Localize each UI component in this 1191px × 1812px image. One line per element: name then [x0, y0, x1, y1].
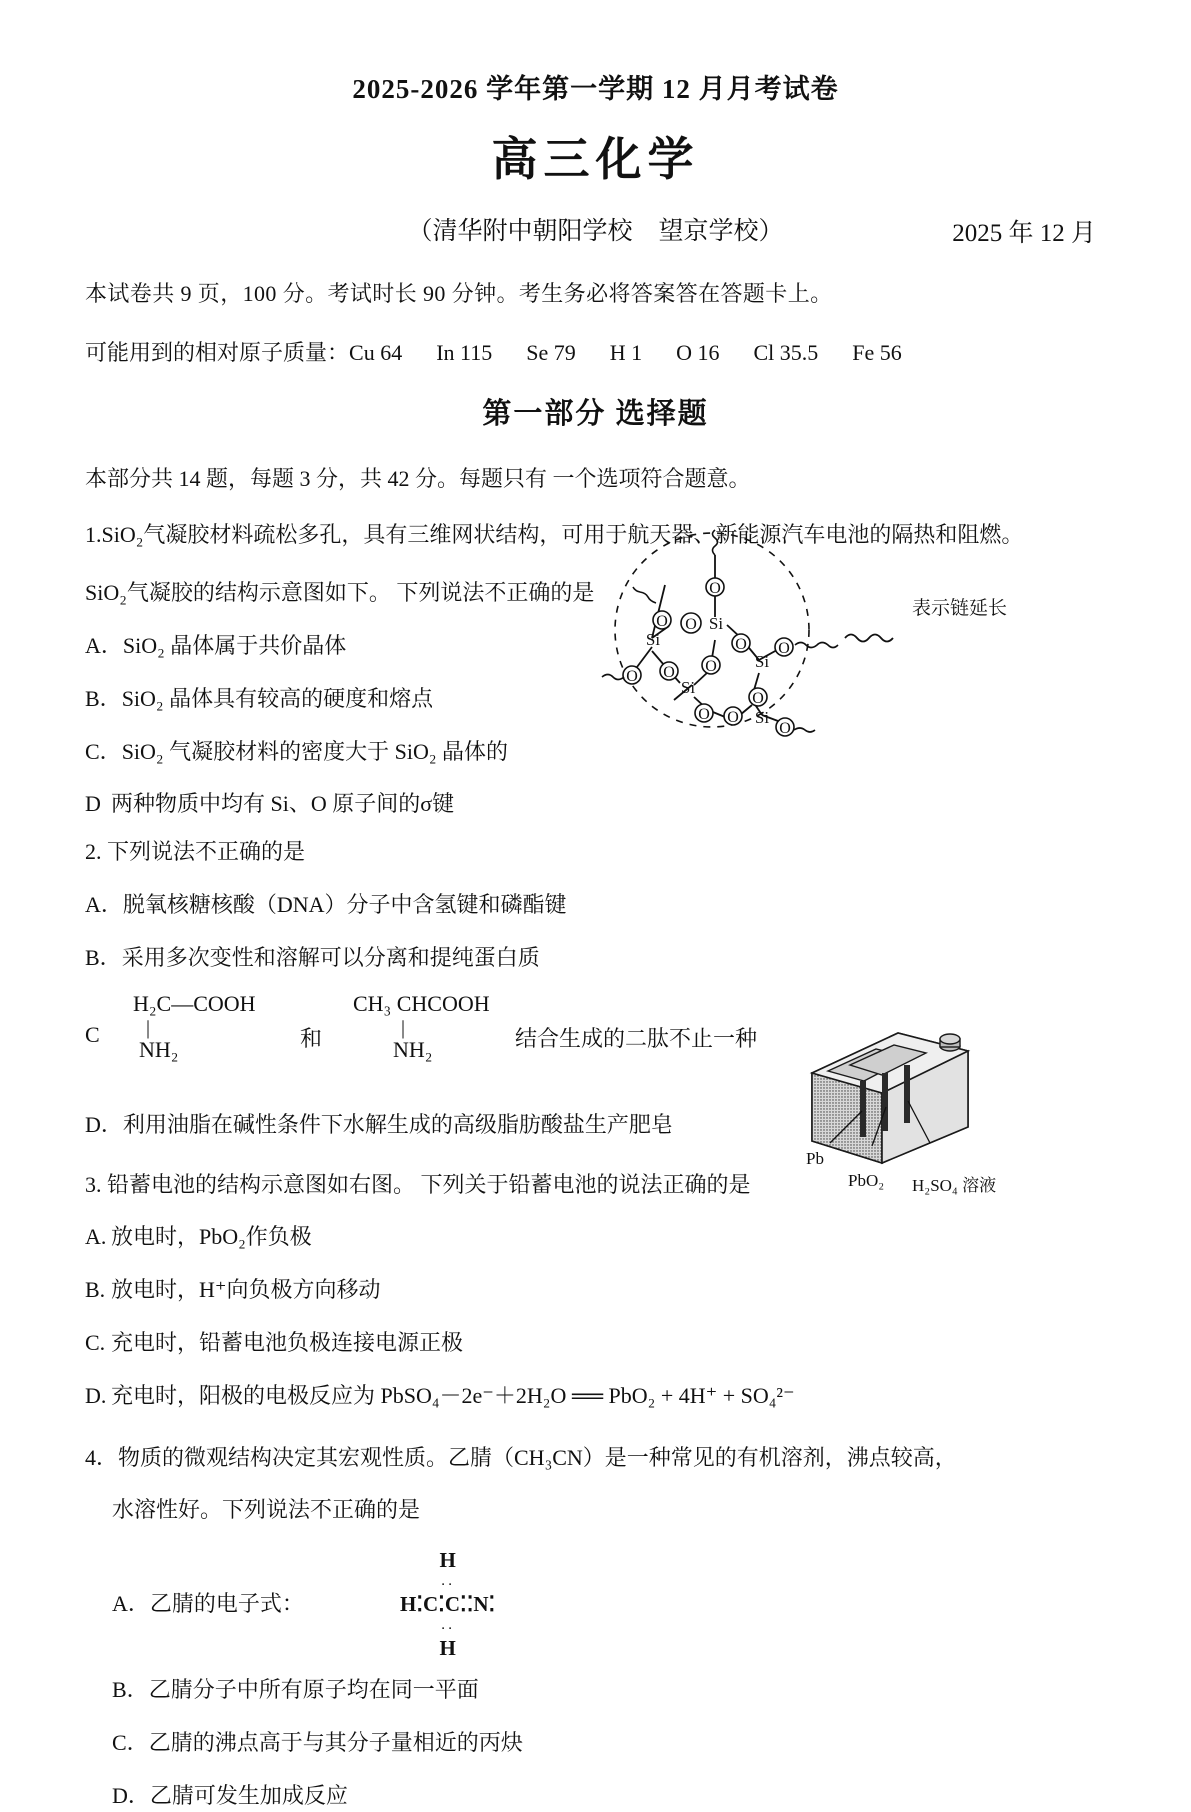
option-label: A．: [85, 892, 123, 918]
question-1-option-d: [85, 789, 1191, 820]
atom-o: O: [778, 640, 790, 657]
option-label: A．: [112, 1591, 150, 1617]
question-3-option-a: [85, 1222, 1191, 1253]
atom-o: O: [735, 636, 747, 653]
option-label: C．: [85, 738, 122, 764]
atom-si: Si: [708, 614, 724, 633]
part-one-description: 本部分共 14 题，每题 3 分，共 42 分。每题只有 一个选项符合题意。: [85, 466, 751, 492]
atomic-mass-fe: Fe 56: [852, 340, 902, 366]
option-text: 乙腈分子中所有原子均在同一平面: [148, 1677, 479, 1703]
option-text: 放电时，H⁺向负极方向移动: [111, 1277, 381, 1303]
option-label: C．: [112, 1730, 149, 1756]
option-text: 脱氧核糖核酸（DNA）分子中含氢键和磷酯键: [122, 892, 567, 918]
option-label: B．: [112, 1677, 149, 1703]
question-4-option-b: [112, 1675, 1191, 1706]
atom-o: O: [709, 580, 721, 597]
formula-upper-dots: ··: [440, 1577, 455, 1594]
option-a-lead: [112, 1587, 304, 1618]
atomic-mass-h: H 1: [609, 340, 643, 366]
sio2-structure-svg: [612, 525, 1032, 740]
option-label: C: [85, 1021, 100, 1047]
school-left: （清华附中朝阳学校: [407, 218, 633, 246]
acetonitrile-electron-formula: [400, 1549, 495, 1659]
option-label: B．: [85, 685, 122, 711]
option-text: 放电时，PbO₂作负极: [111, 1224, 312, 1250]
question-2-option-b: [85, 943, 1191, 974]
option-c-tail-text: 结合生成的二肽不止一种: [515, 1025, 758, 1051]
atomic-mass-label: 可能用到的相对原子质量：: [85, 340, 350, 366]
exam-date: 2025 年 12 月: [952, 220, 1096, 248]
atom-si: Si: [680, 678, 696, 697]
subject-title: 高三化学: [491, 133, 700, 185]
question-1-stem-line1: 1.SiO₂气凝胶材料疏松多孔，具有三维网状结构，可用于航天器、新能源汽车电池的隔热和阻燃。: [85, 522, 1024, 548]
atom-si: Si: [754, 652, 770, 671]
option-label: C.: [85, 1330, 106, 1356]
amino-acid-alanine: [353, 992, 490, 1061]
option-label: D: [85, 791, 101, 817]
option-label: A.: [85, 1224, 107, 1250]
atom-o: O: [685, 616, 697, 633]
question-4-stem-line1: 4．物质的微观结构决定其宏观性质。乙腈（CH₃CN）是一种常见的有机溶剂，沸点较高，: [85, 1444, 957, 1470]
option-text: 充电时，铅蓄电池负极连接电源正极: [111, 1330, 464, 1356]
atom-o: O: [779, 720, 791, 737]
atomic-mass-o: O 16: [676, 340, 720, 366]
option-label: B．: [85, 944, 122, 970]
atomic-mass-se: Se 79: [526, 340, 576, 366]
option-text: 利用油脂在碱性条件下水解生成的高级脂肪酸盐生产肥皂: [122, 1111, 673, 1137]
question-4-stem-line2: 水溶性好。下列说法不正确的是: [112, 1496, 421, 1522]
glycine-top: H₂C—COOH: [133, 990, 256, 1016]
atomic-mass-cl: Cl 35.5: [753, 340, 819, 366]
option-text: 采用多次变性和溶解可以分离和提纯蛋白质: [121, 944, 540, 970]
exam-title: 2025-2026 学年第一学期 12 月月考试卷: [352, 74, 839, 104]
question-3-option-c: [85, 1328, 1191, 1359]
amino-acid-glycine: [133, 992, 256, 1061]
formula-top-h: H: [439, 1548, 456, 1573]
option-label: D．: [85, 1111, 123, 1137]
atom-o: O: [663, 664, 675, 681]
battery-label-pbo2: PbO₂: [848, 1171, 885, 1190]
sio2-aerogel-figure: [612, 525, 1032, 740]
option-text: 乙腈的沸点高于与其分子量相近的丙炔: [148, 1730, 523, 1756]
option-label: A．: [85, 633, 123, 659]
alanine-amine: NH₂: [393, 1036, 433, 1062]
option-label: B.: [85, 1277, 106, 1303]
question-1-stem-line2: SiO₂气凝胶的结构示意图如下。 下列说法不正确的是: [85, 580, 595, 606]
chain-extension-note: 表示链延长: [912, 598, 1008, 619]
atom-si: Si: [645, 630, 661, 649]
option-text: 乙腈可发生加成反应: [149, 1782, 348, 1808]
atom-o: O: [705, 658, 717, 675]
formula-core: H⁚C⁚C⁚⁚N⁚: [400, 1592, 496, 1617]
battery-label-h2so4: H₂SO₄ 溶液: [912, 1176, 997, 1195]
question-2-option-a: [85, 890, 1191, 921]
conjunction-he: 和: [300, 1025, 323, 1051]
option-text: SiO₂ 晶体属于共价晶体: [122, 633, 347, 659]
question-3-stem: 3. 铅蓄电池的结构示意图如右图。 下列关于铅蓄电池的说法正确的是: [85, 1171, 751, 1197]
school-right: 望京学校）: [658, 218, 784, 246]
battery-illustration: [790, 1015, 1040, 1180]
question-3-option-d: [85, 1381, 1191, 1412]
atom-o: O: [626, 668, 638, 685]
option-label: D．: [112, 1782, 150, 1808]
atomic-mass-line: [85, 336, 1191, 367]
atom-o: O: [752, 690, 764, 707]
question-4-option-d: [112, 1781, 1191, 1812]
option-text: 两种物质中均有 Si、O 原子间的σ键: [111, 791, 455, 817]
atomic-mass-cu: Cu 64: [349, 340, 403, 366]
question-3-option-b: [85, 1275, 1191, 1306]
atom-si: Si: [754, 708, 770, 727]
atomic-mass-in: In 115: [436, 340, 493, 366]
formula-bottom-h: H: [439, 1636, 456, 1661]
option-text: SiO₂ 晶体具有较高的硬度和熔点: [121, 685, 434, 711]
atom-o: O: [698, 706, 710, 723]
lead-acid-battery-figure: [790, 1015, 1040, 1195]
option-text: 充电时，阳极的电极反应为 PbSO₄－2e⁻＋2H₂O ══ PbO₂ + 4H⁺ + SO₄²⁻: [111, 1382, 795, 1408]
option-a-lead-text: 乙腈的电子式：: [149, 1591, 304, 1617]
school-date-row: [0, 211, 1191, 247]
alanine-top: CH₃ CHCOOH: [353, 990, 490, 1016]
alanine-bond: |: [401, 1016, 406, 1039]
atom-o: O: [727, 709, 739, 726]
formula-lower-dots: ··: [440, 1621, 455, 1638]
glycine-amine: NH₂: [139, 1036, 179, 1062]
atom-o: O: [656, 613, 668, 630]
glycine-bond: |: [146, 1016, 151, 1039]
option-label: D.: [85, 1382, 107, 1408]
part-one-title: 第一部分 选择题: [482, 398, 709, 431]
question-4-option-a: [112, 1548, 1191, 1661]
question-1-option-c: [85, 737, 1191, 768]
question-2-stem: 2. 下列说法不正确的是: [85, 839, 306, 865]
exam-info-line: 本试卷共 9 页，100 分。考试时长 90 分钟。考生务必将答案答在答题卡上。: [85, 281, 833, 307]
question-4-option-c: [112, 1728, 1191, 1759]
option-text: SiO₂ 气凝胶材料的密度大于 SiO₂ 晶体的: [121, 738, 508, 764]
battery-label-pb: Pb: [806, 1149, 824, 1168]
